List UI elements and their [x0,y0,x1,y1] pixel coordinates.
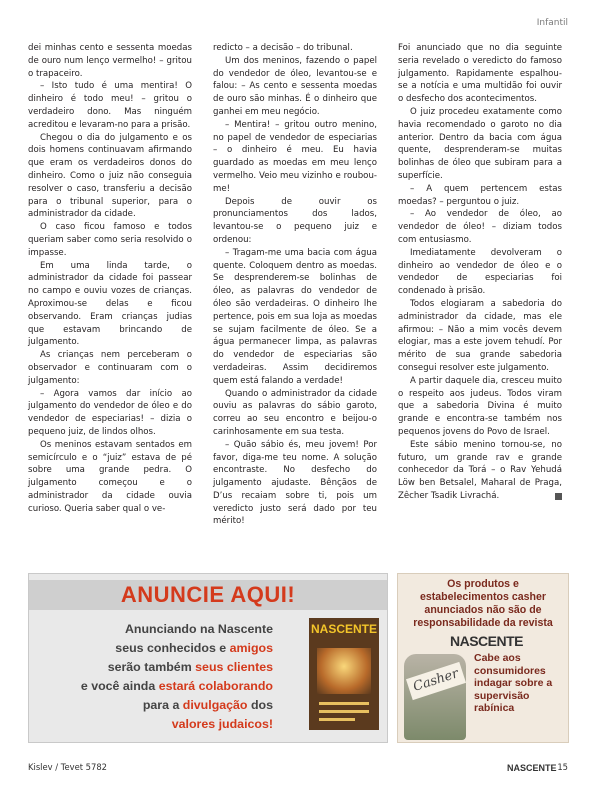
jar-label: Casher [406,662,466,700]
article-paragraph: Em uma linda tarde, o administrador da cidade foi passear no campo e ouviu vozes de crianças. Aproximou-se delas e ficou observando. Eram crianças judias que estavam brincando de julgamento. [28,260,192,348]
ad-pitch-highlight: estará colaborando [158,679,273,693]
article-paragraph: Foi anunciado que no dia seguinte seria revelado o veredicto do famoso julgamento. Rapidamente espalhou-se a notícia e uma multidão foi ouvir o desfecho dos acontecimentos. [398,43,562,105]
ad-banner-title: ANUNCIE AQUI! [120,582,296,607]
ad-pitch-line [33,696,273,715]
nascente-logo: NASCENTE [450,633,524,649]
article-paragraph: – Mentira! – gritou outro menino, no papel de vendedor de especiarias – o dinheiro é meu. Eu havia guardado as moedas em meu lenço vermelho. Veio meu vizinho e roubou-me! [213,119,377,194]
ad-pitch-highlight: seus clientes [195,660,273,674]
magazine-cover-image [309,618,379,730]
article-column-1 [28,42,192,515]
article-column-2 [213,42,377,528]
article-paragraph: Um dos meninos, fazendo o papel do vendedor de óleo, levantou-se e falou: – As cento e sessenta moedas de ouro são minhas. É o dinheiro que ganhei em meu negócio. [213,55,377,117]
ad-pitch-segment: serão também [107,660,196,674]
article-paragraph: Este sábio menino tornou-se, no futuro, um grande rav e grande conhecedor da Torá – o Rav Yehudá Löw ben Betsalel, Maharal de Praga, Zêcher Tsadik Livrachá. [398,439,562,501]
page-number: 15 [557,762,568,772]
article-paragraph: – Ao vendedor de óleo, ao vendedor de óleo! – diziam todos com entusiasmo. [398,209,562,245]
article-column-3 [398,42,562,503]
article-paragraph: O juiz procedeu exatamente como havia recomendado o garoto no dia anterior. Dentro da bacia com água quente, desprenderam-se muitas bolinhas de óleo que subiram para a superfície. [398,106,562,181]
article-paragraph: – Isto tudo é uma mentira! O dinheiro é todo meu! – gritou o verdadeiro dono. Mas ninguém acreditou e levaram-no para a prisão. [28,81,192,130]
ad-pitch-segment: dos [247,698,273,712]
end-of-article-mark [555,493,562,500]
disclaimer-text: Os produtos e estabelecimentos casher anunciados não são de responsabilidade da revista [413,578,553,629]
ad-pitch-line [33,658,273,677]
article-paragraph: – Agora vamos dar início ao julgamento do vendedor de óleo e do vendedor de especiarias! – dizia o pequeno juiz, de lindos olhos. [28,388,192,437]
article-paragraph: Os meninos estavam sentados em semicírculo e o “juiz” estava de pé sobre uma grande pedra. O julgamento começou e o administrador da cidade ouvia curioso. Queria saber qual o ve- [28,439,192,514]
ad-pitch-highlight: valores judaicos! [171,717,273,731]
cover-line [319,710,369,713]
casher-disclaimer-ad [397,573,569,743]
article-paragraph: Chegou o dia do julgamento e os dois homens continuavam afirmando que eram os verdadeiros donos do dinheiro. Como o juiz não conseguia resolver o caso, transferiu a decisão para o tribunal superior, para o administrador da cidade. [28,132,192,220]
article-paragraph: O caso ficou famoso e todos queriam saber como seria resolvido o impasse. [28,222,192,258]
footer-logo: NASCENTE [507,763,557,773]
ad-pitch-segment: seus conhecidos e [115,641,230,655]
consumer-advice-text: Cabe aos consumidores indagar sobre a supervisão rabínica [474,652,553,714]
article-paragraph: A partir daquele dia, cresceu muito o respeito aos judeus. Todos viram que a sabedoria Divina é muito grande e encontra-se também nos pequenos jovens do Povo de Israel. [398,375,562,437]
article-paragraph: Depois de ouvir os pronunciamentos dos lados, levantou-se o pequeno juiz e ordenou: [213,196,377,245]
magazine-cover-title: NASCENTE [310,622,377,636]
ad-pitch-line [33,639,273,658]
article-paragraph: – A quem pertencem estas moedas? – perguntou o juiz. [398,183,562,207]
cover-line [319,702,369,705]
ad-pitch-highlight: amigos [229,641,273,655]
article-paragraph: Todos elogiaram a sabedoria do administrador da cidade, mas ele afirmou: – Não a mim vocês devem elogiar, mas a este jovem tehudí. Por mérito de sua grande sabedoria consegui resolver este julgamento. [398,298,562,373]
ad-pitch-line [33,620,273,639]
menorah-glow [317,648,371,694]
article-paragraph: – Tragam-me uma bacia com água quente. Coloquem dentro as moedas. Se desprenderem-se bolinhas de óleo, as palavras do vendedor de óleo são verdadeiras. O dinheiro lhe pertence, pois em sua loja as moedas se sujam facilmente de óleo. Se a água permanecer limpa, as palavras do vendedor de especiarias são verdadeiras. Assim decidiremos quem está falando a verdade! [213,247,377,386]
ad-pitch-line [33,715,273,734]
advertise-here-ad[interactable] [28,573,388,743]
ad-pitch-highlight: divulgação [182,698,248,712]
ad-pitch-line [33,677,273,696]
article-paragraph: dei minhas cento e sessenta moedas de ouro num lenço vermelho! – gritou o trapaceiro. [28,43,192,79]
ad-pitch-segment: para a [142,698,183,712]
ad-pitch-segment: e você ainda [80,679,159,693]
issue-date: Kislev / Tevet 5782 [28,762,107,772]
cover-line [319,718,355,721]
article-paragraph: – Quão sábio és, meu jovem! Por favor, diga-me teu nome. A solução encontraste. No desfecho do julgamento ajudaste. Bênçãos de D’us recaiam sobre ti, pois um veredicto justo será dado por teu mérito! [213,439,377,527]
ad-banner [29,580,387,610]
article-paragraph: As crianças nem perceberam o observador e continuaram com o julgamento: [28,350,192,386]
article-paragraph: redicto – a decisão – do tribunal. [213,43,353,53]
ad-pitch-text [33,620,273,734]
ad-pitch-segment: Anunciando na Nascente [124,622,273,636]
article-paragraph: Imediatamente devolveram o dinheiro ao vendedor de óleo e o vendedor de especiarias foi condenado à prisão. [398,247,562,297]
article-paragraph: Quando o administrador da cidade ouviu as palavras do sábio garoto, correu ao seu encontro e beijou-o carinhosamente em sua testa. [213,388,377,437]
section-tag: Infantil [536,18,568,28]
